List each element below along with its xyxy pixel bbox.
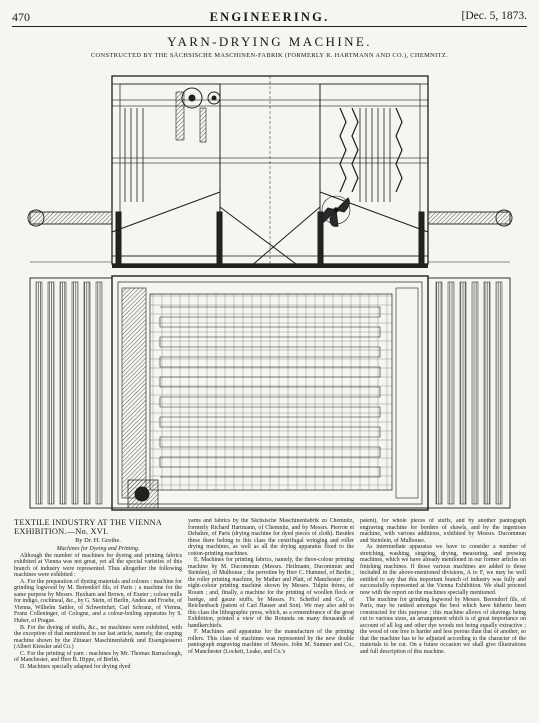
article-column-1 [14, 518, 182, 718]
issue-date: [Dec. 5, 1873. [461, 10, 527, 22]
paragraph: D. Machines specially adapted for drying dyed [20, 663, 131, 670]
plan-view [30, 276, 510, 510]
paragraph: B. For the dyeing of stuffs, &c., no machines were exhibited, with the exception of that mentioned in our last article, namely, the craping machine shown by the Zittauer Maschinenfabrik und Eisengiesserei (Albert Kiessler and Co.) [14, 624, 182, 651]
engraving-figure [0, 62, 539, 518]
journal-masthead: ENGINEERING. [209, 10, 330, 24]
elevation-view [28, 76, 512, 268]
article-column-3 [360, 518, 526, 718]
paragraph: patent), for whole pieces of stuffs, and by another pantograph engraving machine for borders of shawls, and by the ingenious machine, with various additions, exhibited by Messrs. Ducommun and Steinlein, of Mulhouse. [360, 518, 526, 544]
page-header [12, 10, 527, 27]
paragraph: A. For the preparation of dyeing materials and colours : machine for grinding logwood by M. Berendorf fils, of Paris ; a machine for the same purpose by Messrs. Huxham and Brown, of Exeter ; colour mills for indigo, cochineal, &c., by G. Stein, of Berlin, Andes and Froebe, of Vienna, Wilhelm Sattler, of Schweinfurt, Carl Schranz, of Vienna, Franz Colleninger, of Cologne, and a colour-boiling apparatus by S. Huber, of Prague. [14, 578, 182, 624]
paragraph: As intermediate apparatus we have to consider a number of stretching, washing, singeing, drying, measuring, and pressing machines, which we have already mentioned in our former articles on finishing machines. If those various machines are added to those included in the above-mentioned divisions, A to F, we may be well entitled to say that this important branch of industry was fully and successfully represented at the Vienna Exhibition. We shall proceed now with the report on the machines specially mentioned. [360, 544, 526, 597]
article-byline: By Dr. H. Grothe. [75, 537, 121, 545]
paragraph: Although the number of machines for dyeing and printing fabrics exhibited at Vienna was not great, yet all the special varieties of this branch of industry were represented. Thus altogether the following machines were exhibited : [14, 552, 182, 579]
page-number: 470 [12, 10, 30, 24]
paragraph: F. Machines and apparatus for the manufacture of the printing rollers. This class of machines was represented by the new double pantograph engraving machine of Messrs. John M. Sumner and Co., of Manchester (Lockett, Leake, and Co.'s [188, 629, 354, 655]
paragraph: The machine for grinding logwood by Messrs. Berendorf fils, of Paris, may be ranked amongst the best which have hitherto been constructed for this purpose ; this machine allows of shavings being cut to various sizes, an arrangement which is of great importance on account of all log and other dye woods not being equally extractive ; the wood of one tree is harder and less porous than that of another, so that the machine has to be adjusted according to the character of the materials to be cut. On a future occasion we shall give illustrations and full description of this machine. [360, 596, 526, 655]
paragraph: C. For the printing of yarn : machines by Mr. Thomas Barraclough, of Manchester, and Herr B. Hippe, of Berlin. [14, 650, 182, 664]
paragraph: E. Machines for printing fabrics, namely, the three-colour printing machine by M. Ducommun (Messrs. Heilmann, Ducommun and Steinlen), of Mulhouse ; the perrotine by Herr C. Hummel, of Berlin ; the roller printing machine, by Mather and Platt, of Manchester ; the eight-colour printing machine shown by Messrs. Tulpin frères, of Rouen ; and, finally, a machine for the printing of woollen flock or barège, and gauze stuffs, by Messrs. Fr. Scheffel and Co., of Reichenbach (patent of Carl Hauser and Son). We may also add to this class the lithographic press, which, as a remembrance of the great Exhibition, printed a view of the Rotunda on many thousands of handkerchiefs. [188, 557, 354, 629]
figure-caption: CONSTRUCTED BY THE SÄCHSISCHE MASCHINEN-FABRIK (FORMERLY R. HARTMANN AND CO.), CHEMNITZ. [90, 52, 449, 59]
article-column-2 [188, 518, 354, 718]
paragraph: yarns and fabrics by the Sächsische Maschinenfabrik zu Chemnitz, formerly Richard Hartmann, of Chemnitz, and by Messrs. Pierron et Dehaître, of Paris (drying machine for dyed pieces of cloth). Besides these there belong to this class the centrifugal wringing and roller drying machines, as well as all the drying apparatus fixed to the cotton-printing machines. [188, 518, 354, 557]
article-heading: TEXTILE INDUSTRY AT THE VIENNA EXHIBITION.—No. XVI. [14, 518, 162, 537]
section-heading: Machines for Dyeing and Printing. [56, 545, 140, 552]
figure-title: YARN-DRYING MACHINE. [167, 34, 372, 49]
